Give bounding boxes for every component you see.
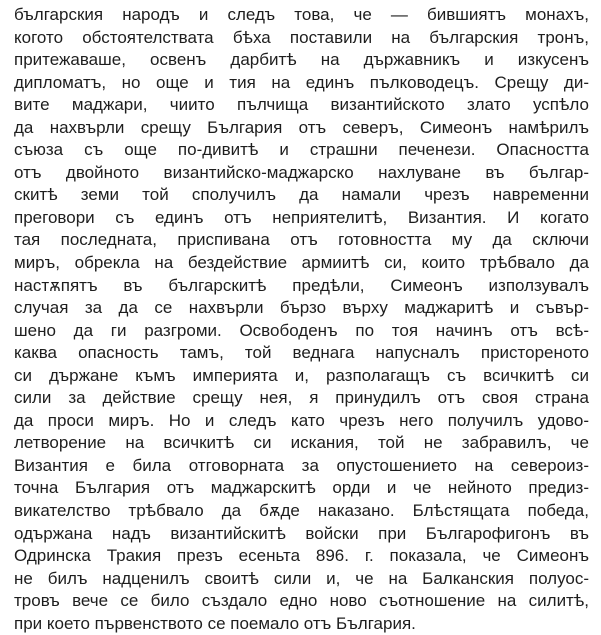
text-line: да проси миръ. Но и следъ като чрезъ него получилъ удово- xyxy=(14,410,589,430)
text-line: Одринска Тракия презъ есеньта 896. г. показала, че Симеонъ xyxy=(14,546,589,566)
text-line: сили за действие срещу нея, я принудилъ отъ своя страна xyxy=(14,388,589,408)
text-line: одържана надъ византийскитѣ войски при Българофигонъ въ xyxy=(14,523,589,543)
body-paragraph xyxy=(14,4,589,635)
text-line: българския народъ и следъ това, че — бившиятъ монахъ, xyxy=(14,5,589,24)
text-line: при което първенството се поемало отъ България. xyxy=(14,613,416,633)
text-line: шено да ги разгроми. Освободенъ по тоя начинъ отъ всѣ- xyxy=(14,320,589,340)
text-line: Византия е била отговорната за опустошението на североиз- xyxy=(14,455,589,475)
text-line: тровъ вече се било създало едно ново съотношение на силитѣ, xyxy=(14,591,589,611)
text-line: когото обстоятелствата бѣха поставили на българския тронъ, xyxy=(14,27,589,47)
text-line: тая последната, приспивана отъ готовността му да сключи xyxy=(14,230,589,250)
text-line: летворение на всичкитѣ си искания, той не забравилъ, че xyxy=(14,433,589,453)
text-line: точна България отъ маджарскитѣ орди и че нейното предиз- xyxy=(14,478,589,498)
text-line: викателство трѣбвало да бѫде наказано. Блѣстящата победа, xyxy=(14,501,589,521)
text-line: съюза съ още по-дивитѣ и страшни печенези. Опасността xyxy=(14,140,589,160)
text-line: каква опасность тамъ, той веднага напусналъ пристореното xyxy=(14,343,589,363)
text-line: настѫпятъ въ българскитѣ предѣли, Симеонъ използувалъ xyxy=(14,275,589,295)
text-line: преговори съ единъ отъ неприятелитѣ, Византия. И когато xyxy=(14,207,589,227)
text-line: не билъ надценилъ своитѣ сили и, че на Балканския полуос- xyxy=(14,568,589,588)
text-line: отъ двойното византийско-маджарско нахлуване въ българ- xyxy=(14,162,589,182)
text-line: случая за да се нахвърли бързо върху маджаритѣ и съвър- xyxy=(14,298,589,318)
text-line: миръ, обрекла на бездействие армиитѣ си, които трѣбвало да xyxy=(14,253,589,273)
text-line: вите маджари, чиито пълчища византийското злато успѣло xyxy=(14,95,589,115)
text-line: си държане къмъ империята и, разполагащъ съ всичкитѣ си xyxy=(14,365,589,385)
text-line: скитѣ земи той сполучилъ да намали чрезъ навременни xyxy=(14,185,589,205)
text-line: да нахвърли срещу България отъ северъ, Симеонъ намѣрилъ xyxy=(14,117,589,137)
text-line: дипломатъ, но още и тия на единъ пълководецъ. Срещу ди- xyxy=(14,72,589,92)
text-line: притежаваше, освенъ дарбитѣ на държавникъ и изкусенъ xyxy=(14,50,589,70)
